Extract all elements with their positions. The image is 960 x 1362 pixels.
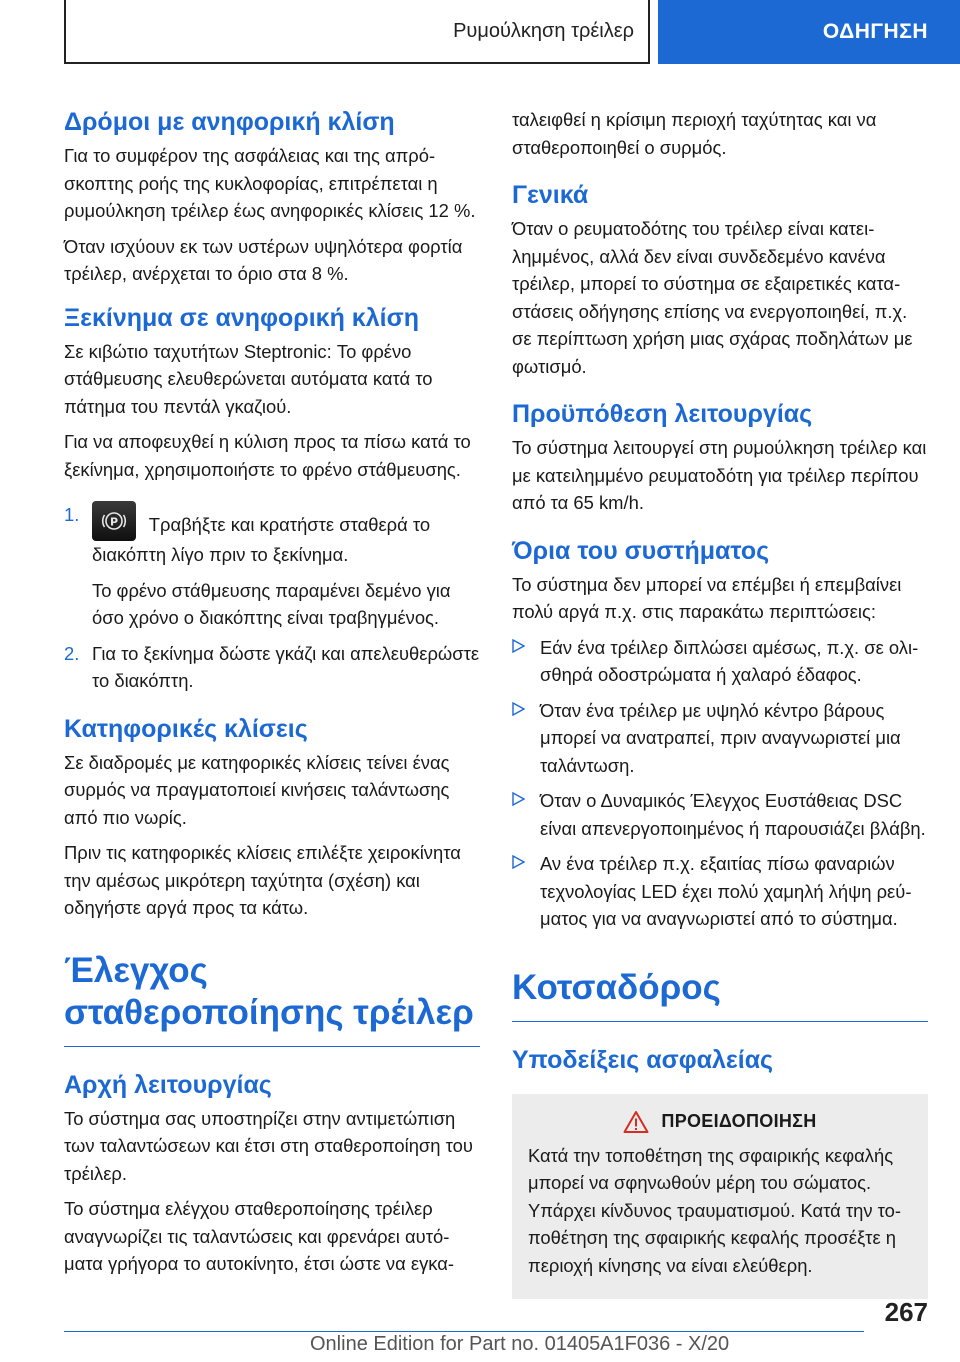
heading-limits: Όρια του συστήματος (512, 536, 770, 565)
paragraph: Σε κιβώτιο ταχυτήτων Steptronic: Το φρένο στάθμευσης ελευθερώνεται αυτόματα κατά το πάτημα του πεντάλ γκαζιού. (64, 340, 433, 417)
paragraph: Το σύστημα σας υποστηρίζει στην αντιμετώπιση των ταλαντώσεων και έτσι στη σταθεροποίηση του τρέιλερ. (64, 1107, 473, 1184)
right-column (512, 106, 928, 1299)
chapter-tab (658, 0, 960, 64)
step-subtext: Το φρένο στάθμευσης παραμένει δεμένο για όσο χρόνο ο διακόπτης είναι τραβηγμένος. (92, 579, 451, 628)
list-item (512, 634, 928, 689)
paragraph: Όταν ισχύουν εκ των υστέρων υψηλότερα φορτία τρέιλερ, ανέρχεται το όριο στα 8 %. (64, 235, 463, 284)
triangle-bullet-icon (512, 792, 525, 806)
chapter-heading-hitch: Κοτσαδόρος (512, 967, 928, 1022)
warning-box (512, 1094, 928, 1300)
triangle-bullet-icon (512, 855, 525, 869)
list-item-text: Όταν ένα τρέιλερ με υψηλό κέντρο βάρους μπορεί να ανατραπεί, πριν αναγνωριστεί μια ταλάντωση. (540, 699, 901, 776)
paragraph: Το σύστημα λειτουργεί στη ρυμούλκηση τρέιλερ και με κατειλημμένο ρευματοδότη για τρέιλερ περίπου από τα 65 km/h. (512, 437, 927, 513)
paragraph: Για το συμφέρον της ασφάλειας και της απρόσκοπτης ροής της κυκλοφορίας, επιτρέπεται η ρυμούλκηση τρέιλερ έως ανηφορικές κλίσεις 12 %. (64, 145, 476, 221)
paragraph: ταλειφθεί η κρίσιμη περιοχή ταχύτητας και να σταθεροποιηθεί ο συρμός. (512, 109, 877, 158)
list-item (512, 697, 928, 780)
heading-decline: Κατηφορικές κλίσεις (64, 714, 308, 743)
warning-triangle-icon (623, 1110, 649, 1134)
warning-header (528, 1110, 912, 1134)
chapter-title: ΟΔΗΓΗΣΗ (822, 20, 928, 43)
heading-start: Ξεκίνημα σε ανηφορική κλίση (64, 303, 419, 332)
list-item-text: Όταν ο Δυναμικός Έλεγχος Ευστάθειας DSC είναι απενεργοποιημένος ή παρουσιάζει βλάβη. (540, 790, 926, 839)
step-text: Τραβήξτε και κρατήστε σταθερά το διακόπτη λίγο πριν το ξεκίνημα. (92, 514, 431, 565)
warning-text: Κατά την τοποθέτηση της σφαιρικής κεφαλής μπορεί να σφηνωθούν μέρη του σώματος. Υπάρχει κίνδυνος τραυματισμού. Κατά την τοποθέτηση της σφαιρικής κεφαλής προσέξτε η περιοχή κίνησης να είναι ελεύθερη. (528, 1144, 902, 1276)
list-item (512, 787, 928, 842)
section-title: Ρυμούλκηση τρέιλερ (453, 19, 634, 42)
chapter-heading-stability: Έλεγχος σταθεροποίησης τρέιλερ (64, 950, 480, 1047)
step-number: 1. (64, 504, 80, 525)
warning-title: ΠΡΟΕΙΔΟΠΟΙΗΣΗ (661, 1111, 817, 1131)
paragraph: Για να αποφευχθεί η κύλιση προς τα πίσω κατά το ξεκίνημα, χρησιμοποιήστε το φρένο στάθμευσης. (64, 431, 471, 480)
heading-incline: Δρόμοι με ανηφορική κλίση (64, 108, 395, 136)
step-text: Για το ξεκίνημα δώστε γκάζι και απελευθερώστε το διακόπτη. (92, 642, 480, 691)
step-item (64, 640, 480, 695)
svg-text:P: P (109, 515, 119, 529)
triangle-bullet-icon (512, 639, 525, 653)
step-item (64, 501, 480, 632)
paragraph: Όταν ο ρευματοδότης του τρέιλερ είναι κατειλημμένος, αλλά δεν είναι συνδεδεμένο κανένα τρέιλερ, μπορεί το σύστημα σε εξαιρετικές καταστάσεις οδήγησης επίσης να ενεργοποιηθεί, π.χ. σε περίπτωση χρήση μιας σχάρας ποδηλάτων με φωτισμό. (512, 218, 913, 377)
paragraph: Πριν τις κατηφορικές κλίσεις επιλέξτε χειροκίνητα την αμέσως μικρότερη ταχύτητα (σχέση) και οδηγήστε αργά προς τα κάτω. (64, 842, 461, 918)
page-header (0, 0, 960, 66)
heading-safety: Υποδείξεις ασφαλείας (512, 1045, 774, 1074)
step-number: 2. (64, 642, 80, 664)
heading-prerequisite: Προϋπόθεση λειτουργίας (512, 400, 813, 428)
parking-brake-switch-icon (92, 501, 136, 541)
list-item (512, 850, 928, 933)
paragraph: Το σύστημα ελέγχου σταθεροποίησης τρέιλερ αναγνωρίζει τις ταλαντώσεις και φρενάρει αυτόματα γρήγορα το αυτοκίνητο, έτσι ώστε να εγκα- (64, 1198, 454, 1274)
left-column (64, 106, 480, 1286)
heading-principle: Αρχή λειτουργίας (64, 1070, 272, 1099)
section-tab (64, 0, 650, 64)
page-number: 267 (884, 1297, 928, 1327)
paragraph: Το σύστημα δεν μπορεί να επέμβει ή επεμβαίνει πολύ αργά π.χ. στις παρακάτω περιπτώσεις: (512, 573, 902, 622)
footer-edition: Online Edition for Part no. 01405A1F036 - X/20 (310, 1333, 730, 1355)
footer-divider (64, 1331, 864, 1332)
list-item-text: Αν ένα τρέιλερ π.χ. εξαιτίας πίσω φαναριών τεχνολογίας LED έχει πολύ χαμηλή λήψη ρεύματος για να αναγνωριστεί από το σύστημα. (540, 853, 912, 929)
triangle-bullet-icon (512, 702, 525, 716)
list-item-text: Εάν ένα τρέιλερ διπλώσει αμέσως, π.χ. σε ολισθηρά οδοστρώματα ή χαλαρό έδαφος. (540, 636, 919, 685)
paragraph: Σε διαδρομές με κατηφορικές κλίσεις τείνει ένας συρμός να πραγματοποιεί κινήσεις ταλάντωσης από πιο νωρίς. (64, 751, 450, 828)
heading-general: Γενικά (512, 181, 589, 209)
